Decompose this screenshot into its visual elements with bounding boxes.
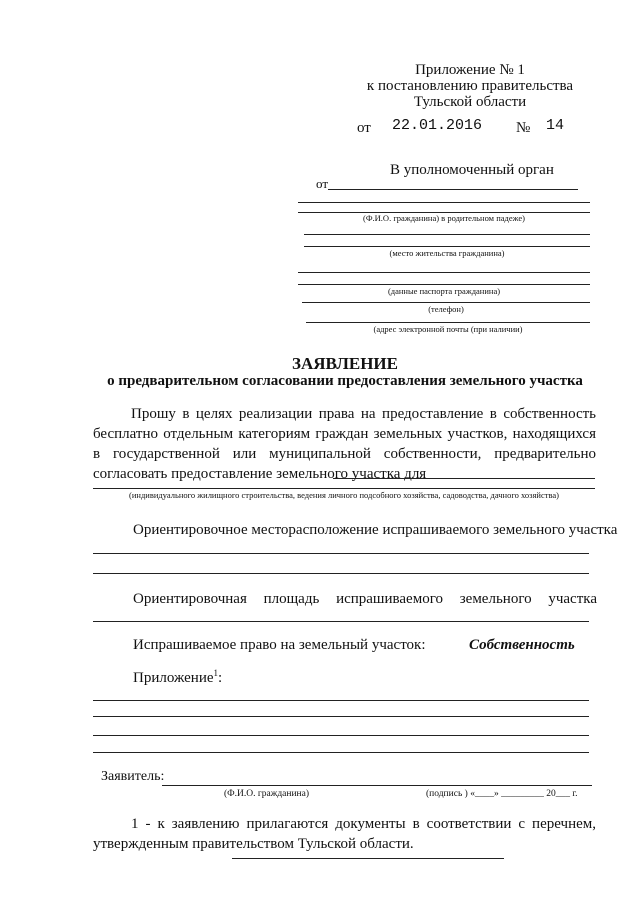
appendix-header <box>350 62 590 110</box>
addressee-line-8 <box>306 322 590 323</box>
document-title: ЗАЯВЛЕНИЕ <box>291 354 398 373</box>
decree-number: 14 <box>546 117 565 134</box>
applicant-sign-caption: (подпись ) «____» _________ 20___ г. <box>426 789 578 799</box>
appendix-decree: к постановлению правительства <box>366 78 574 94</box>
attachment-label: Приложение <box>133 670 214 686</box>
caption-email: (адрес электронной почты (при наличии) <box>373 324 523 334</box>
attachment-line-3 <box>93 735 589 736</box>
addressee-line-4 <box>304 246 590 247</box>
area-line <box>93 621 589 622</box>
addressee-line-7 <box>302 302 590 303</box>
location-line-1 <box>93 553 589 554</box>
purpose-caption: (индивидуального жилищного строительства, ведения личного подсобного хозяйства, садоводства, дачного хозяйства) <box>129 490 559 500</box>
area-word-3: испрашиваемого <box>336 591 443 607</box>
area-word-1: Ориентировочная <box>133 591 247 607</box>
addressee-line-3 <box>304 234 590 235</box>
addressee-line-1 <box>298 202 590 203</box>
area-label <box>133 591 597 608</box>
attachment-line-1 <box>93 700 589 701</box>
attachment-line-4 <box>93 752 589 753</box>
area-word-5: участка <box>548 591 597 607</box>
attachment-label-wrap <box>133 668 222 687</box>
request-paragraph <box>93 404 596 484</box>
bottom-line <box>232 858 504 859</box>
applicant-label: Заявитель: <box>101 769 165 784</box>
applicant-name-caption: (Ф.И.О. гражданина) <box>224 789 309 799</box>
purpose-inline-line <box>333 478 595 479</box>
decree-date: 22.01.2016 <box>392 117 483 134</box>
appendix-title: Приложение № 1 <box>415 62 525 78</box>
appendix-region: Тульской области <box>413 94 527 110</box>
attachment-colon: : <box>218 670 223 686</box>
area-word-2: площадь <box>263 591 320 607</box>
request-text: Прошу в целях реализации права на предоставление в собственность бесплатно отдельным категориям граждан земельных участков, находящихся в государственной или муниципальной собственности, предварительно согласовать предоставление земельного участка для <box>93 406 596 482</box>
addressee-line-6 <box>298 284 590 285</box>
addressee-from-prefix: от <box>316 176 329 191</box>
location-line-2 <box>93 573 589 574</box>
decree-number-prefix: № <box>516 120 531 136</box>
area-word-4: земельного <box>459 591 532 607</box>
caption-phone: (телефон) <box>428 304 464 314</box>
applicant-line <box>162 785 592 786</box>
right-label: Испрашиваемое право на земельный участок: <box>133 637 426 653</box>
caption-residence: (место жительства гражданина) <box>389 248 505 258</box>
right-value: Собственность <box>469 637 575 653</box>
document-subtitle: о предварительном согласовании предоставления земельного участка <box>107 373 583 389</box>
footnote-text: 1 - к заявлению прилагаются документы в соответствии с перечнем, утвержденным правительством Тульской области. <box>93 816 596 852</box>
attachment-footnote-mark: 1 <box>213 668 219 678</box>
purpose-line <box>93 488 595 489</box>
caption-passport: (данные паспорта гражданина) <box>387 286 501 296</box>
footnote <box>93 814 596 854</box>
addressee-to: В уполномоченный орган <box>390 162 554 178</box>
caption-name: (Ф.И.О. гражданина) в родительном падеже) <box>363 213 525 223</box>
decree-date-prefix: от <box>357 120 371 136</box>
addressee-line-5 <box>298 272 590 273</box>
from-line <box>328 189 578 190</box>
attachment-line-2 <box>93 716 589 717</box>
location-label: Ориентировочное месторасположение испрашиваемого земельного участка <box>133 522 618 538</box>
